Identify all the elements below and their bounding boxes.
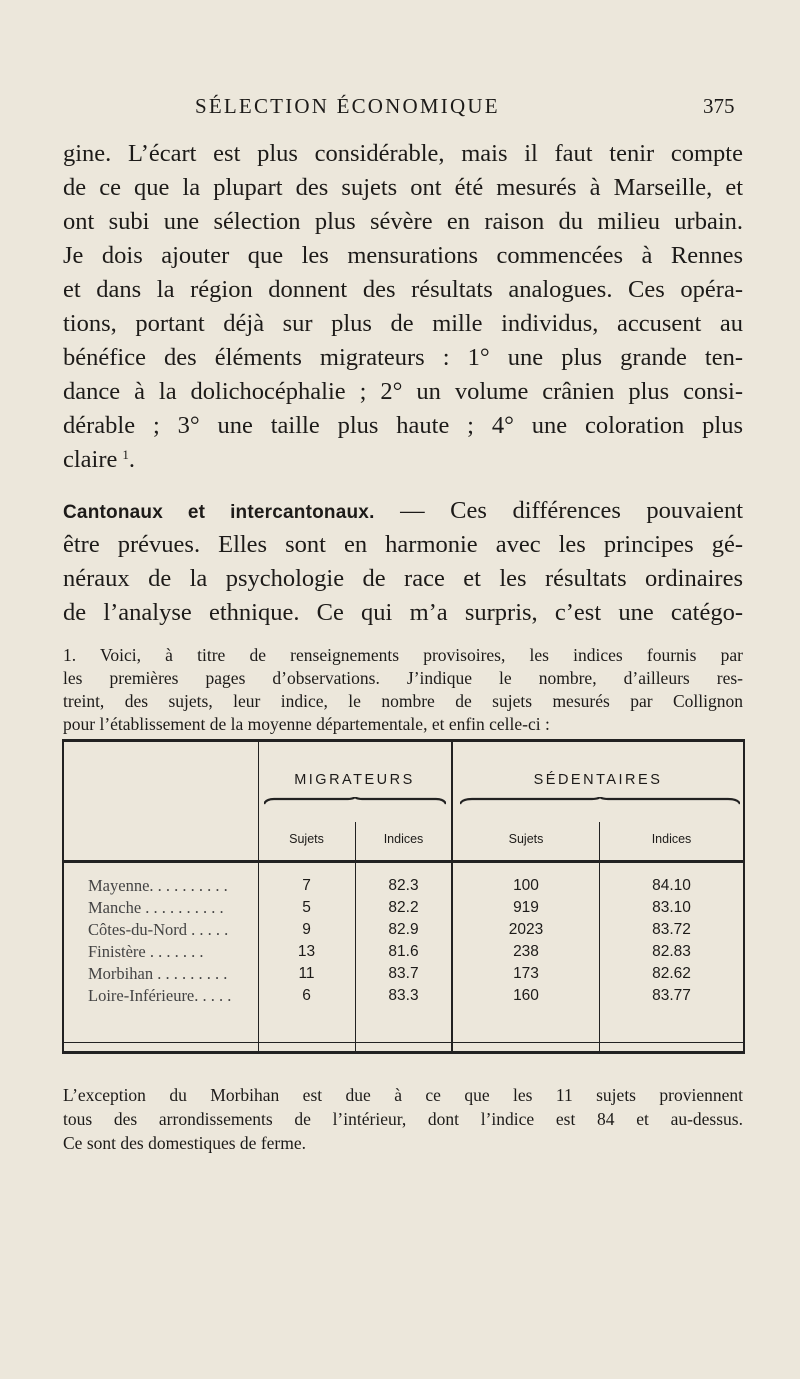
text-line	[63, 496, 743, 528]
data-table	[62, 739, 745, 1054]
section-heading: Cantonaux et intercantonaux.	[63, 502, 375, 523]
cell-value: 82.83	[652, 943, 691, 960]
note-line: L’exception du Morbihan est due à ce que les 11 sujets proviennent	[63, 1085, 743, 1105]
cell-value: 83.72	[652, 921, 691, 938]
text-run: claire	[63, 446, 118, 473]
table-row	[64, 919, 743, 941]
table-row	[64, 963, 743, 985]
running-head	[0, 94, 800, 124]
row-label: Loire-Inférieure. . . . .	[88, 986, 232, 1005]
cell-value: 5	[302, 899, 311, 916]
text-line: ont subi une sélection plus sévère en raison du milieu urbain.	[63, 208, 743, 235]
table-row	[64, 897, 743, 919]
running-title: SÉLECTION ÉCONOMIQUE	[195, 94, 500, 118]
text-run: — Ces différences pouvaient	[400, 497, 744, 524]
row-label: Mayenne. . . . . . . . . .	[88, 876, 228, 895]
column-header: Indices	[651, 832, 692, 846]
text-line: dance à la dolichocéphalie ; 2° un volume crânien plus consi-	[63, 378, 743, 405]
cell-value: 11	[298, 965, 315, 982]
text-line	[63, 445, 743, 475]
cell-value: 100	[513, 877, 539, 894]
cell-value: 82.3	[388, 877, 419, 894]
table-row	[64, 941, 743, 963]
cell-value: 160	[513, 987, 539, 1004]
cell-value: 81.6	[388, 943, 419, 960]
text-line: néraux de la psychologie de race et les résultats ordinaires	[63, 565, 743, 592]
text-run: .	[128, 446, 135, 473]
text-line: de l’analyse ethnique. Ce qui m’a surpris, c’est une catégo-	[63, 599, 743, 626]
table-row	[64, 985, 743, 1007]
header-rule	[64, 860, 743, 863]
cell-value: 2023	[508, 921, 544, 938]
text-line: être prévues. Elles sont en harmonie avec les principes gé-	[63, 531, 743, 558]
cell-value: 6	[302, 987, 311, 1004]
cell-value: 83.3	[388, 987, 419, 1004]
cell-value: 13	[297, 943, 316, 960]
cell-value: 9	[302, 921, 311, 938]
group-header-sedentaires: SÉDENTAIRES	[533, 772, 663, 788]
cell-value: 82.2	[388, 899, 419, 916]
cell-value: 82.9	[388, 921, 419, 938]
group-header-migrateurs: MIGRATEURS	[294, 772, 415, 788]
row-label: Morbihan . . . . . . . . .	[88, 964, 228, 983]
cell-value: 82.62	[652, 965, 691, 982]
footnote-line: treint, des sujets, leur indice, le nombre de sujets mesurés par Collignon	[63, 691, 743, 711]
page-number: 375	[703, 94, 735, 118]
header-brace	[460, 797, 740, 805]
footnote-marker: 1	[122, 447, 129, 462]
text-line: tions, portant déjà sur plus de mille individus, accusent au	[63, 310, 743, 337]
table-inner-rule	[64, 1042, 743, 1043]
header-brace	[264, 797, 446, 805]
text-line: gine. L’écart est plus considérable, mais il faut tenir compte	[63, 140, 743, 167]
column-header: Sujets	[508, 832, 544, 846]
text-line: de ce que la plupart des sujets ont été mesurés à Marseille, et	[63, 174, 743, 201]
row-label: Côtes-du-Nord . . . . .	[88, 920, 229, 939]
note-line: Ce sont des domestiques de ferme.	[63, 1133, 307, 1153]
row-label: Manche . . . . . . . . . .	[88, 898, 224, 917]
footnote-line: 1. Voici, à titre de renseignements provisoires, les indices fournis par	[63, 645, 743, 665]
cell-value: 238	[513, 943, 539, 960]
cell-value: 919	[513, 899, 539, 916]
cell-value: 173	[513, 965, 539, 982]
cell-value: 83.10	[652, 899, 691, 916]
footnote-line: pour l’établissement de la moyenne départementale, et enfin celle-ci :	[63, 714, 550, 734]
footnote-line: les premières pages d’observations. J’indique le nombre, d’ailleurs res-	[63, 668, 743, 688]
table-row	[64, 875, 743, 897]
note-line: tous des arrondissements de l’intérieur, dont l’indice est 84 et au-dessus.	[63, 1109, 743, 1129]
row-label: Finistère . . . . . . .	[88, 942, 204, 961]
text-line: bénéfice des éléments migrateurs : 1° une plus grande ten-	[63, 344, 743, 371]
column-header: Indices	[383, 832, 424, 846]
column-header: Sujets	[289, 832, 324, 846]
cell-value: 84.10	[652, 877, 691, 894]
cell-value: 83.7	[388, 965, 419, 982]
text-line: dérable ; 3° une taille plus haute ; 4° une coloration plus	[63, 412, 743, 439]
text-line: et dans la région donnent des résultats analogues. Ces opéra-	[63, 276, 743, 303]
text-line: Je dois ajouter que les mensurations commencées à Rennes	[63, 242, 743, 269]
cell-value: 7	[302, 877, 311, 894]
cell-value: 83.77	[652, 987, 691, 1004]
